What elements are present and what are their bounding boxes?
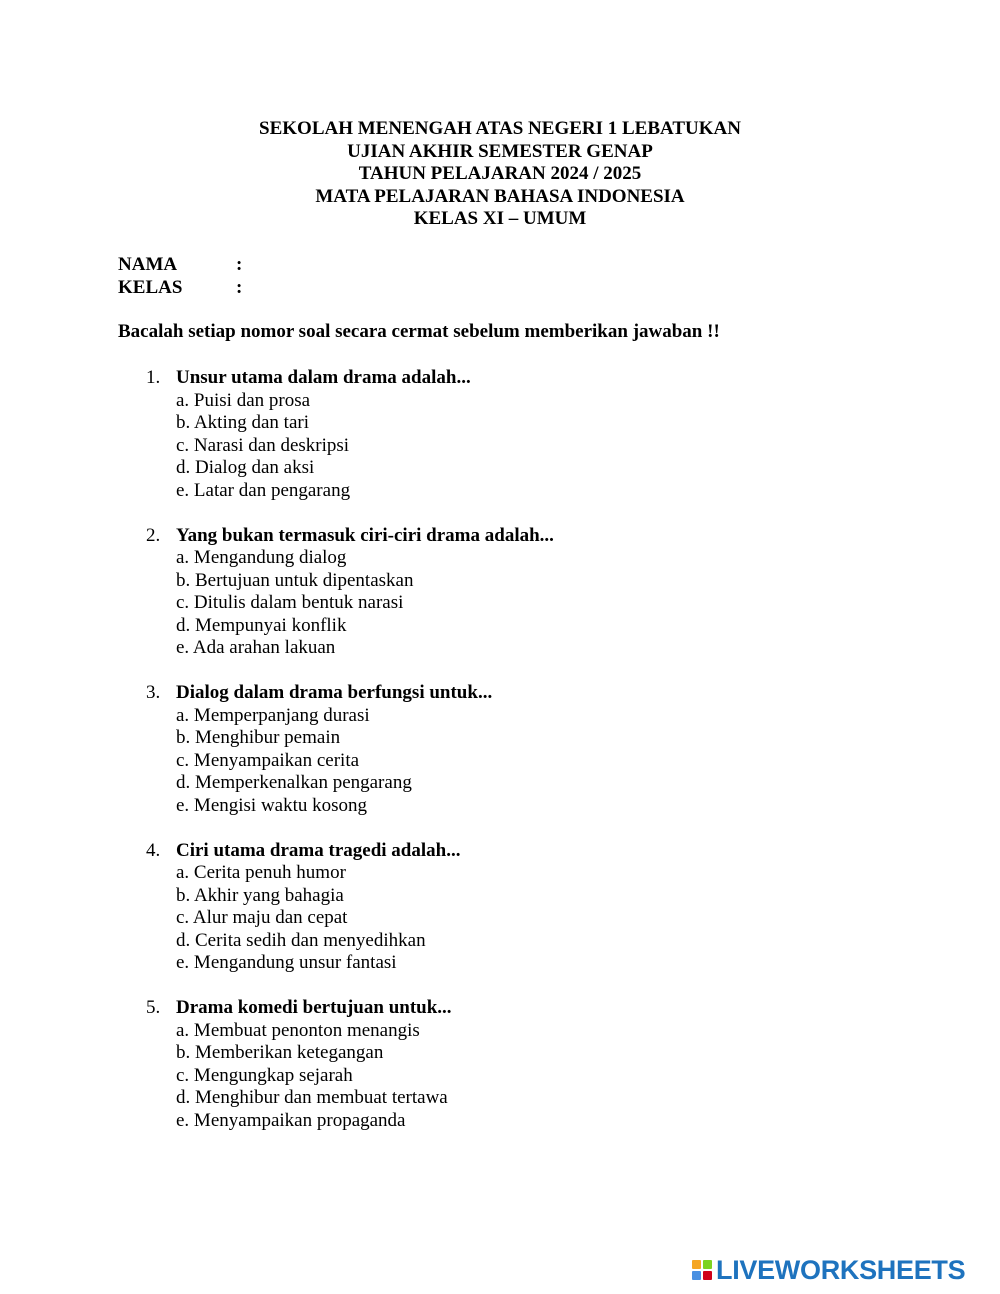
class-row: [118, 277, 242, 300]
option-e[interactable]: e. Menyampaikan propaganda: [176, 1109, 406, 1131]
name-label: NAMA: [118, 254, 178, 275]
exam-title: UJIAN AKHIR SEMESTER GENAP: [347, 140, 653, 162]
logo-square-2: [703, 1260, 712, 1269]
option-c[interactable]: c. Narasi dan deskripsi: [176, 434, 350, 456]
option-a[interactable]: a. Mengandung dialog: [176, 547, 347, 568]
option-c[interactable]: c. Mengungkap sejarah: [176, 1064, 353, 1086]
question-number: 3.: [146, 682, 161, 703]
logo-square-4: [703, 1271, 712, 1280]
subject: MATA PELAJARAN BAHASA INDONESIA: [315, 185, 685, 207]
option-c[interactable]: c. Menyampaikan cerita: [176, 749, 360, 771]
question-text: Yang bukan termasuk ciri-ciri drama adalah...: [176, 524, 554, 546]
name-colon: :: [236, 254, 243, 275]
logo-text: LIVEWORKSHEETS: [716, 1254, 966, 1285]
option-d[interactable]: d. Mempunyai konflik: [176, 614, 347, 636]
liveworksheets-logo: [692, 1256, 965, 1284]
option-e[interactable]: e. Mengandung unsur fantasi: [176, 952, 397, 973]
question-number: 1.: [146, 367, 161, 388]
question-5: [146, 997, 846, 1132]
option-d[interactable]: d. Cerita sedih dan menyedihkan: [176, 929, 426, 951]
question-text: Dialog dalam drama berfungsi untuk...: [176, 682, 493, 703]
question-number: 2.: [146, 524, 161, 546]
option-e[interactable]: e. Mengisi waktu kosong: [176, 794, 368, 816]
option-e[interactable]: e. Latar dan pengarang: [176, 479, 351, 501]
school-name: SEKOLAH MENENGAH ATAS NEGERI 1 LEBATUKAN: [259, 118, 741, 139]
option-b[interactable]: b. Bertujuan untuk dipentaskan: [176, 569, 414, 591]
question-list: [146, 367, 846, 1155]
liveworksheets-mark-icon: [692, 1260, 712, 1280]
logo-square-3: [692, 1271, 701, 1280]
class-level: KELAS XI – UMUM: [413, 208, 587, 229]
class-colon: :: [236, 276, 243, 298]
option-b[interactable]: b. Akhir yang bahagia: [176, 884, 344, 906]
question-2: [146, 525, 846, 660]
option-d[interactable]: d. Dialog dan aksi: [176, 457, 315, 478]
question-text: Drama komedi bertujuan untuk...: [176, 997, 452, 1018]
name-row: [118, 254, 242, 277]
option-b[interactable]: b. Menghibur pemain: [176, 727, 341, 748]
question-number: 5.: [146, 997, 161, 1018]
academic-year: TAHUN PELAJARAN 2024 / 2025: [358, 163, 642, 184]
question-4: [146, 840, 846, 975]
option-b[interactable]: b. Akting dan tari: [176, 412, 309, 433]
option-d[interactable]: d. Memperkenalkan pengarang: [176, 772, 412, 793]
option-e[interactable]: e. Ada arahan lakuan: [176, 637, 336, 658]
class-label: KELAS: [118, 276, 183, 298]
exam-header: [0, 118, 1000, 231]
option-a[interactable]: a. Puisi dan prosa: [176, 389, 311, 411]
question-text: Unsur utama dalam drama adalah...: [176, 367, 471, 388]
student-identity: [118, 254, 242, 299]
option-d[interactable]: d. Menghibur dan membuat tertawa: [176, 1087, 448, 1108]
option-c[interactable]: c. Ditulis dalam bentuk narasi: [176, 592, 404, 613]
option-c[interactable]: c. Alur maju dan cepat: [176, 907, 348, 928]
instruction-text: Bacalah setiap nomor soal secara cermat sebelum memberikan jawaban !!: [118, 321, 720, 342]
question-number: 4.: [146, 839, 161, 861]
option-a[interactable]: a. Membuat penonton menangis: [176, 1019, 420, 1041]
option-a[interactable]: a. Memperpanjang durasi: [176, 704, 370, 726]
question-1: [146, 367, 846, 502]
logo-square-1: [692, 1260, 701, 1269]
question-3: [146, 682, 846, 817]
question-text: Ciri utama drama tragedi adalah...: [176, 839, 461, 861]
option-b[interactable]: b. Memberikan ketegangan: [176, 1042, 384, 1063]
option-a[interactable]: a. Cerita penuh humor: [176, 862, 346, 883]
